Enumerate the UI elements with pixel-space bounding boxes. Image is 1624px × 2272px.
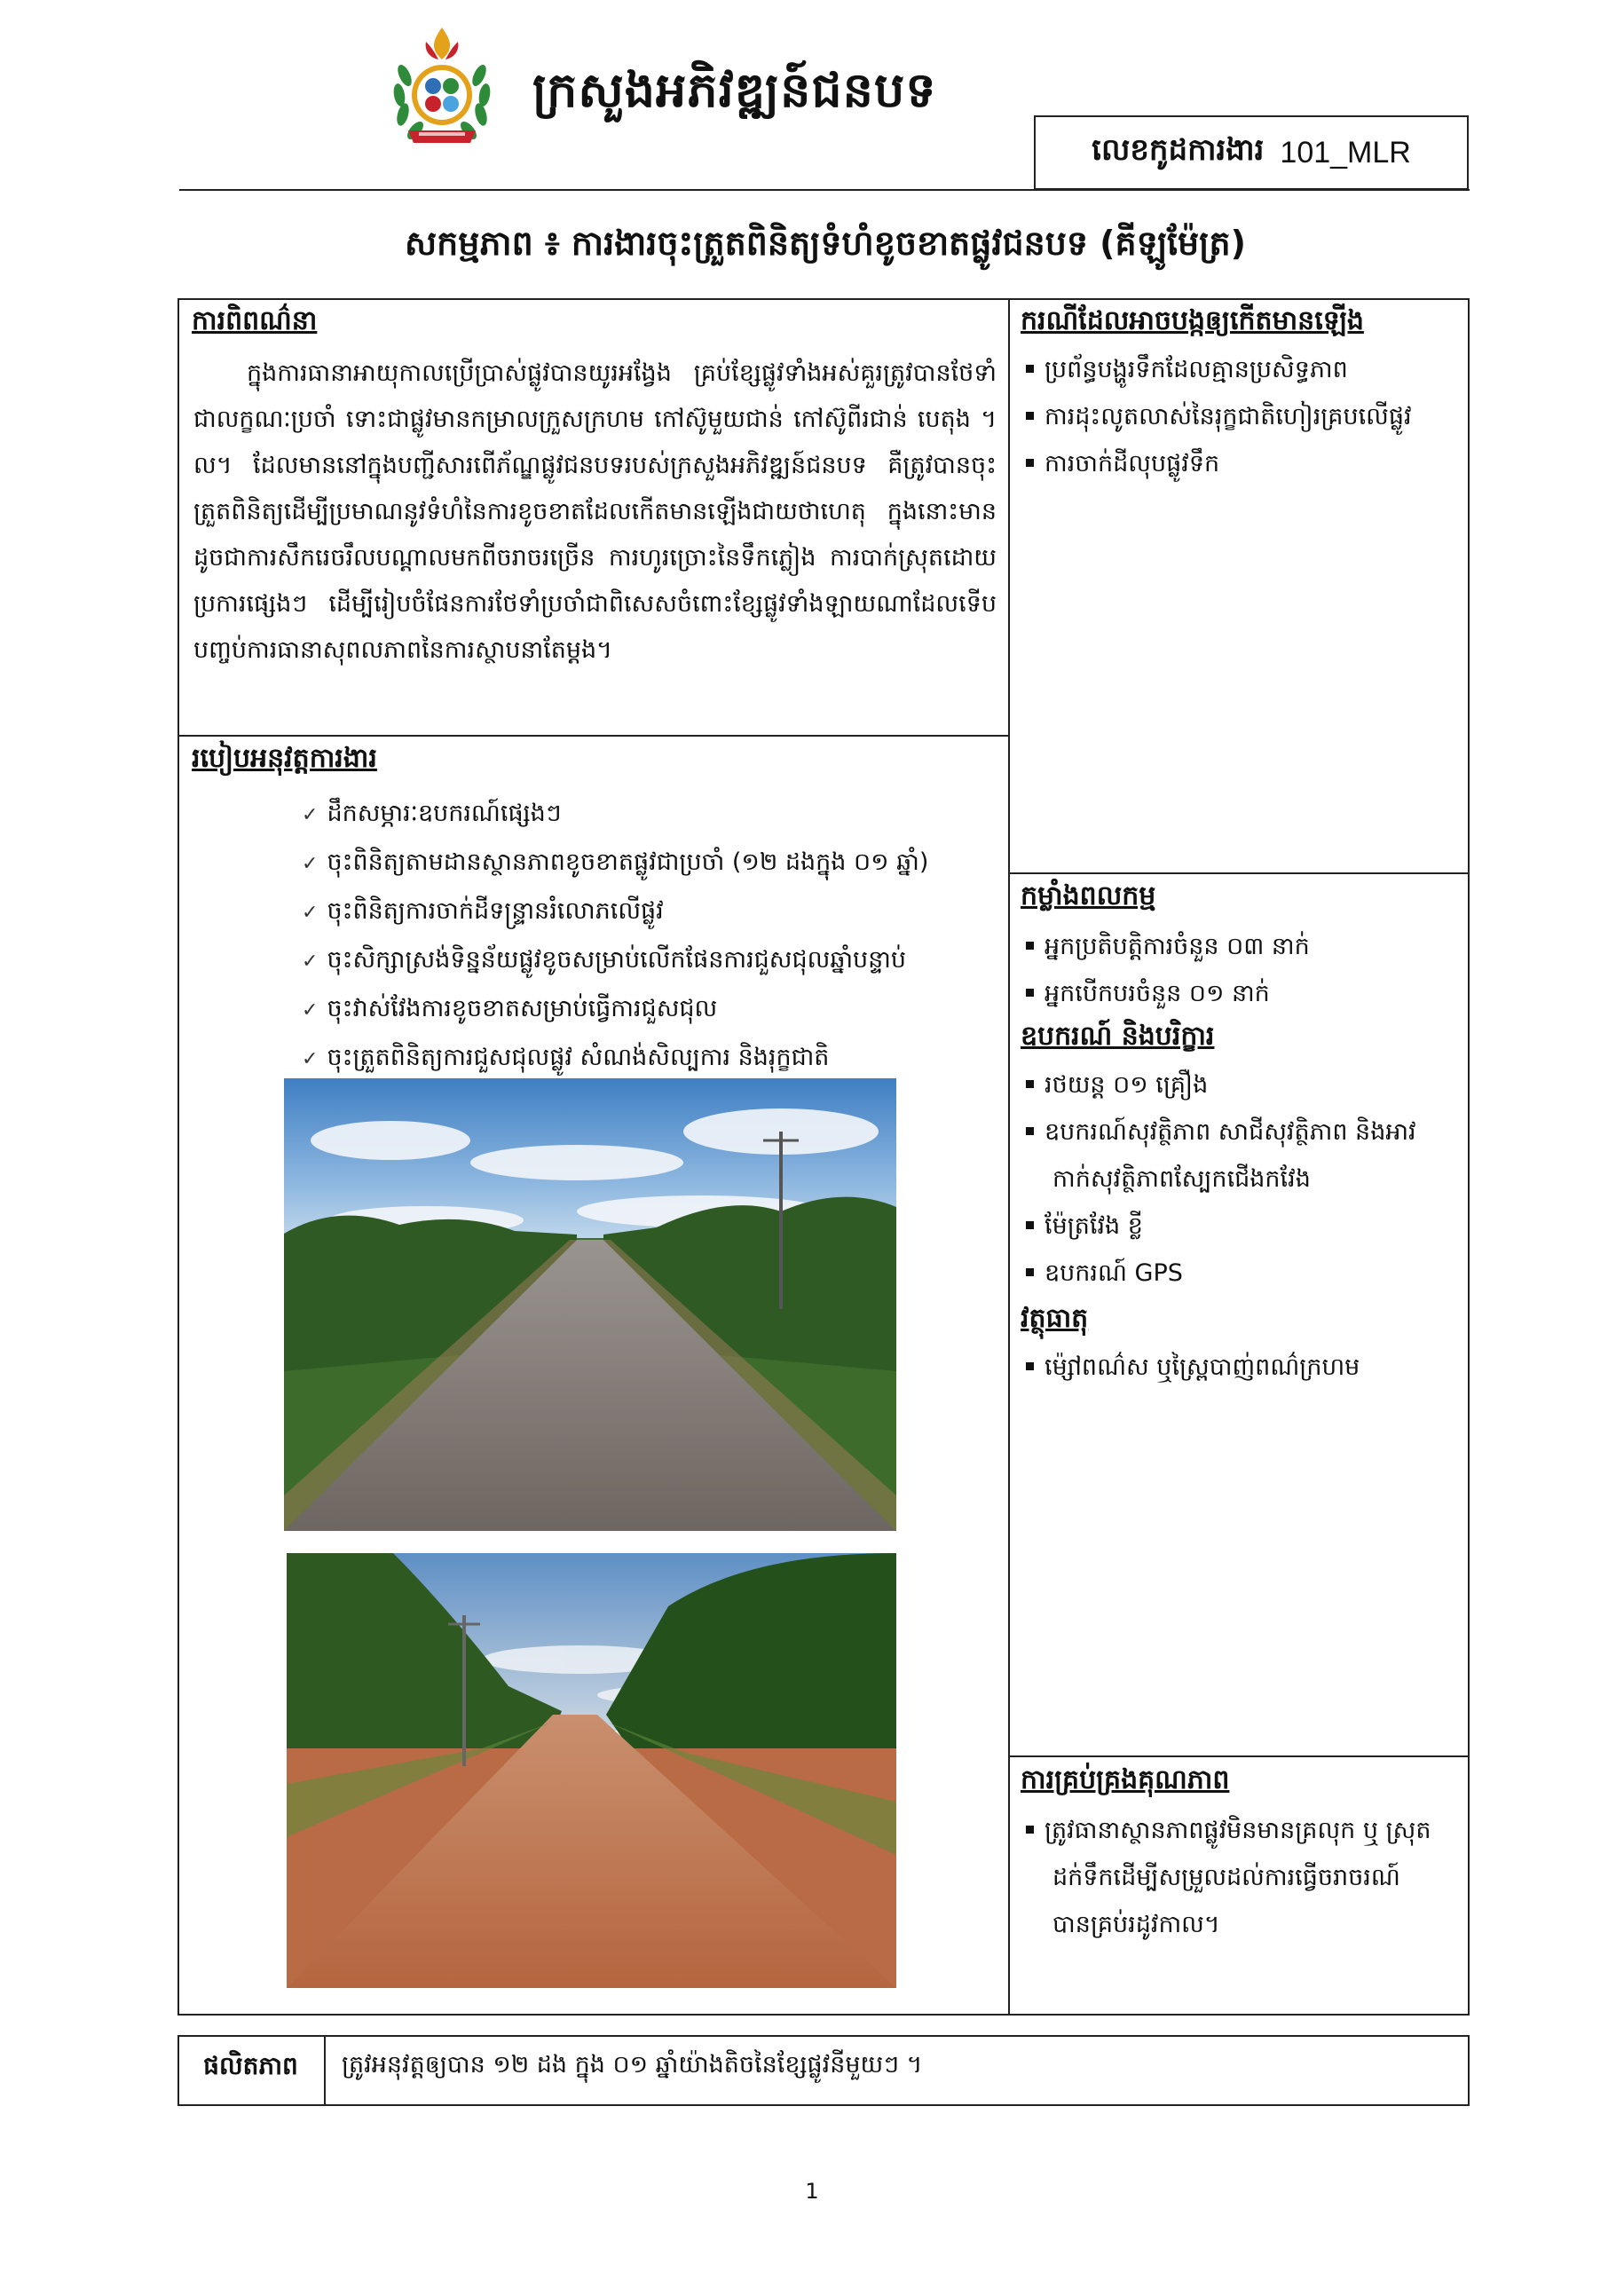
check-icon: ✓ bbox=[302, 804, 319, 826]
list-item-continuation bbox=[1021, 1156, 1464, 1203]
list-item bbox=[1021, 1344, 1464, 1391]
list-item-text: ម៉ែត្រវែង ខ្លី bbox=[1045, 1212, 1143, 1240]
list-item-text: រថយន្ត ០១ គ្រឿង bbox=[1045, 1071, 1209, 1099]
bullet-icon bbox=[1026, 1080, 1034, 1088]
row-divider-left bbox=[177, 735, 1010, 737]
description-text: ក្នុងការធានាអាយុកាលប្រើប្រាស់ផ្លូវបានយូរអង្វែង គ្រប់ខ្សែផ្លូវទាំងអស់គួរត្រូវបានថែទាំជាលក្ខណៈប្រចាំ ទោះជាផ្លូវមានកម្រាលក្រួសក្រហម កៅស៊ូមួយជាន់ កៅស៊ូពីរជាន់ បេតុង ។ល។ ដែលមាននៅក្នុងបញ្ជីសារពើភ័ណ្ឌផ្លូវជនបទរបស់ក្រសួងអភិវឌ្ឍន៍ជនបទ គឺត្រូវបានចុះត្រួតពិនិត្យដើម្បីប្រមាណនូវទំហំនៃការខូចខាតដែលកើតមានឡើងជាយថាហេតុ ក្នុងនោះមានដូចជាការសឹករេចរឹលបណ្តាលមកពីចរាចរច្រើន ការហូរច្រោះនៃទឹកភ្លៀង ការបាក់ស្រុតដោយប្រការផ្សេងៗ ដើម្បីរៀបចំផែនការថែទាំប្រចាំជាពិសេសចំពោះខ្សែផ្លូវទាំងឡាយណាដែលទើបបញ្ចប់ការធានាសុពលភាពនៃការស្ថាបនាតែម្តង។ bbox=[193, 359, 997, 664]
road-photo-paved bbox=[284, 1078, 896, 1531]
description-title: ការពិពណ៌នា bbox=[192, 305, 318, 336]
list-item-text: ការដុះលូតលាស់នៃរុក្ខជាតិហៀរគ្របលើផ្លូវ bbox=[1045, 403, 1412, 430]
procedure-step-text: ចុះវាស់វែងការខូចខាតសម្រាប់ធ្វើការជួសជុល bbox=[327, 995, 718, 1022]
bullet-icon bbox=[1026, 989, 1034, 997]
bullet-icon bbox=[1026, 942, 1034, 950]
workforce-list bbox=[1021, 923, 1464, 1017]
equipment-list bbox=[1021, 1061, 1464, 1297]
list-item bbox=[1021, 1061, 1464, 1108]
materials-list bbox=[1021, 1344, 1464, 1391]
list-item-text: ការចាក់ដីលុបផ្លូវទឹក bbox=[1045, 450, 1220, 477]
check-icon: ✓ bbox=[302, 902, 319, 924]
bullet-icon bbox=[1026, 1268, 1034, 1276]
procedure-step bbox=[302, 1034, 1003, 1083]
procedure-step bbox=[302, 985, 1003, 1034]
procedure-step-text: ចុះត្រួតពិនិត្យការជួសជុលផ្លូវ សំណង់សិល្បការ និងរុក្ខជាតិ bbox=[327, 1044, 830, 1071]
output-text: ត្រូវអនុវត្តឲ្យបាន ១២ ដង ក្នុង ០១ ឆ្នាំយ៉ាងតិចនៃខ្សែផ្លូវនីមួយៗ ។ bbox=[342, 2051, 923, 2079]
workforce-title: កម្លាំងពលកម្ម bbox=[1021, 880, 1156, 911]
list-item-text: បានគ្រប់រដូវកាល។ bbox=[1052, 1911, 1220, 1938]
column-divider bbox=[1008, 298, 1010, 2016]
quality-title: ការគ្រប់គ្រងគុណភាព bbox=[1021, 1764, 1230, 1795]
list-item-text: អ្នកប្រតិបត្តិការចំនួន ០៣ នាក់ bbox=[1045, 933, 1310, 960]
list-item bbox=[1021, 1108, 1464, 1156]
description-text-block bbox=[193, 351, 997, 674]
page-number: 1 bbox=[805, 2179, 819, 2204]
bullet-icon bbox=[1026, 459, 1034, 467]
procedure-step-text: ចុះពិនិត្យការចាក់ដីទន្រ្ទានរំលោភលើផ្លូវ bbox=[327, 897, 664, 925]
procedure-step-text: ចុះពិនិត្យតាមដានស្ថានភាពខូចខាតផ្លូវជាប្រចាំ (១២ ដងក្នុង ០១ ឆ្នាំ) bbox=[327, 848, 929, 876]
row-divider-right-2 bbox=[1008, 1755, 1470, 1757]
activity-title: សកម្មភាព ៖ ការងារចុះត្រួតពិនិត្យទំហំខូចខាតផ្លូវជនបទ (គីឡូម៉ែត្រ) bbox=[405, 224, 1246, 263]
check-icon: ✓ bbox=[302, 853, 319, 875]
procedure-title: របៀបអនុវត្តការងារ bbox=[192, 743, 377, 774]
ministry-logo bbox=[389, 22, 495, 155]
header-divider bbox=[179, 189, 1470, 191]
materials-title: វត្ថុធាតុ bbox=[1021, 1303, 1089, 1334]
work-code-box bbox=[1034, 115, 1469, 190]
list-item-text: កាក់សុវត្ថិភាពស្បែកជើងកវែង bbox=[1052, 1165, 1311, 1193]
list-item bbox=[1021, 440, 1464, 487]
check-icon: ✓ bbox=[302, 999, 319, 1022]
row-divider-right-1 bbox=[1008, 872, 1470, 874]
equipment-title: ឧបករណ៍ និងបរិក្ខារ bbox=[1021, 1021, 1215, 1052]
procedure-step bbox=[302, 790, 1003, 839]
procedure-step bbox=[302, 888, 1003, 936]
list-item-text: ម៉្សៅពណ៌ស ឬស្ព្រៃបាញ់ពណ៌ក្រហម bbox=[1045, 1353, 1360, 1381]
road-photo-laterite bbox=[287, 1553, 896, 1988]
list-item-text: ឧបករណ៍សុវត្ថិភាព សាជីសុវត្ថិភាព និងអាវ bbox=[1045, 1118, 1416, 1146]
procedure-list bbox=[302, 790, 1003, 1083]
bullet-icon bbox=[1026, 1221, 1034, 1229]
bullet-icon bbox=[1026, 365, 1034, 373]
list-item bbox=[1021, 923, 1464, 970]
list-item bbox=[1021, 346, 1464, 393]
list-item-text: ប្រព័ន្ធបង្ហូរទឹកដែលគ្មានប្រសិទ្ធភាព bbox=[1045, 356, 1348, 383]
procedure-step bbox=[302, 839, 1003, 888]
possible-cases-title: ករណីដែលអាចបង្កឲ្យកើតមានឡើង bbox=[1021, 305, 1364, 336]
bullet-icon bbox=[1026, 1127, 1034, 1135]
list-item bbox=[1021, 1203, 1464, 1250]
list-item-text: អ្នកបើកបរចំនួន ០១ នាក់ bbox=[1045, 980, 1270, 1007]
work-code-value: 101_MLR bbox=[1280, 135, 1411, 170]
bullet-icon bbox=[1026, 412, 1034, 420]
list-item-text: ឧបករណ៍ GPS bbox=[1045, 1259, 1183, 1287]
output-label: ផលិតភាព bbox=[203, 2051, 298, 2080]
list-item bbox=[1021, 1250, 1464, 1297]
procedure-step-text: ចុះសិក្សាស្រង់ទិន្នន័យផ្លូវខូចសម្រាប់លើកផែនការជួសជុលឆ្នាំបន្ទាប់ bbox=[327, 946, 907, 974]
procedure-step bbox=[302, 936, 1003, 985]
list-item-continuation bbox=[1021, 1901, 1464, 1948]
bullet-icon bbox=[1026, 1826, 1034, 1834]
quality-list bbox=[1021, 1807, 1464, 1948]
list-item bbox=[1021, 970, 1464, 1017]
list-item bbox=[1021, 393, 1464, 440]
list-item-text: ដក់ទឹកដើម្បីសម្រួលដល់ការធ្វើចរាចរណ៍ bbox=[1052, 1864, 1400, 1891]
procedure-step-text: ដឹកសម្ភារៈឧបករណ៍ផ្សេងៗ bbox=[327, 800, 562, 827]
possible-cases-list bbox=[1021, 346, 1464, 487]
list-item bbox=[1021, 1807, 1464, 1854]
ministry-name: ក្រសួងអភិវឌ្ឍន៍ជនបទ bbox=[532, 62, 937, 118]
output-divider bbox=[324, 2035, 326, 2106]
check-icon: ✓ bbox=[302, 951, 319, 973]
list-item-text: ត្រូវធានាស្ថានភាពផ្លូវមិនមានគ្រលុក ឬ ស្រុត bbox=[1045, 1817, 1431, 1844]
list-item-continuation bbox=[1021, 1854, 1464, 1901]
bullet-icon bbox=[1026, 1362, 1034, 1370]
check-icon: ✓ bbox=[302, 1048, 319, 1070]
work-code-label: លេខកូដការងារ bbox=[1092, 132, 1265, 168]
